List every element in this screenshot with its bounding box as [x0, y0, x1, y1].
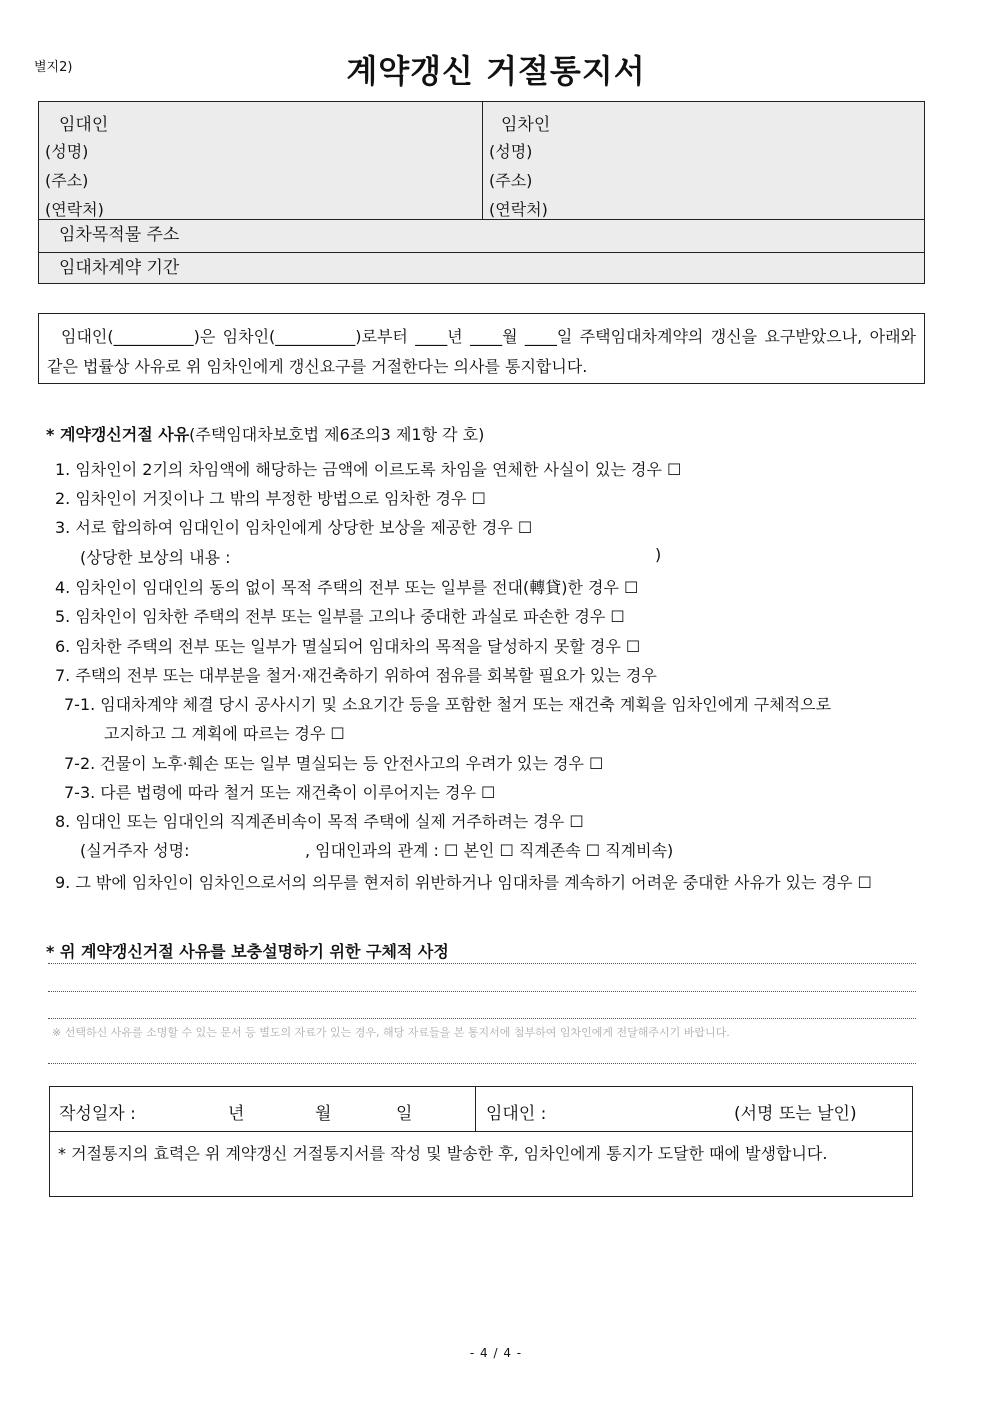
- specifics-heading: * 위 계약갱신거절 사유를 보충설명하기 위한 구체적 사정: [46, 942, 449, 961]
- reason-item-9[interactable]: 9. 그 밖에 임차인이 임차인으로서의 의무를 현저히 위반하거나 임대차를 계속하기 어려운 중대한 사유가 있는 경우 ☐: [55, 873, 872, 892]
- dotted-line: [48, 991, 916, 992]
- tenant-address-field[interactable]: (주소): [489, 171, 533, 190]
- tenant-contact-field[interactable]: (연락처): [489, 200, 548, 219]
- attachment-note: ※ 선택하신 사유를 소명할 수 있는 문서 등 별도의 자료가 있는 경우, 해당 자료들을 본 통지서에 첨부하여 임차인에게 전달해주시기 바랍니다.: [52, 1026, 730, 1039]
- date-label: 작성일자 :: [59, 1104, 136, 1124]
- month-field[interactable]: 월: [315, 1104, 332, 1124]
- landlord-contact-field[interactable]: (연락처): [45, 200, 104, 219]
- reason-item-7-1-cont: 고지하고 그 계획에 따르는 경우 ☐: [104, 724, 345, 743]
- signature-divider: [475, 1087, 476, 1132]
- reason-item-2[interactable]: 2. 임차인이 거짓이나 그 밖의 부정한 방법으로 임차한 경우 ☐: [55, 489, 486, 508]
- reasons-heading: [46, 422, 484, 445]
- landlord-name-field[interactable]: (성명): [45, 142, 89, 161]
- page-number: - 4 / 4 -: [469, 1346, 523, 1360]
- dotted-line: [48, 1063, 916, 1064]
- year-field[interactable]: 년: [228, 1104, 245, 1124]
- reason-item-6[interactable]: 6. 임차한 주택의 전부 또는 일부가 멸실되어 임대차의 목적을 달성하지 못할 경우 ☐: [55, 637, 641, 656]
- dotted-line: [48, 1018, 916, 1019]
- reason-item-1[interactable]: 1. 임차인이 2기의 차임액에 해당하는 금액에 이르도록 차임을 연체한 사실이 있는 경우 ☐: [55, 460, 682, 479]
- parties-table: [38, 101, 925, 284]
- landlord-header: 임대인: [59, 115, 109, 135]
- reason-3-detail-label: (상당한 보상의 내용 :: [80, 548, 231, 567]
- reason-item-7-3[interactable]: 7-3. 다른 법령에 따라 철거 또는 재건축이 이루어지는 경우 ☐: [64, 783, 496, 802]
- lease-period-row[interactable]: 임대차계약 기간: [39, 252, 924, 285]
- signature-box: [49, 1086, 913, 1197]
- effect-note: * 거절통지의 효력은 위 계약갱신 거절통지서를 작성 및 발송한 후, 임차인에게 통지가 도달한 때에 발생합니다.: [58, 1144, 828, 1163]
- reason-item-3[interactable]: 3. 서로 합의하여 임대인이 임차인에게 상당한 보상을 제공한 경우 ☐: [55, 518, 533, 537]
- reason-item-5[interactable]: 5. 임차인이 임차한 주택의 전부 또는 일부를 고의나 중대한 과실로 파손한 경우 ☐: [55, 607, 625, 626]
- reason-item-7-1[interactable]: 7-1. 임대차계약 체결 당시 공사시기 및 소요기간 등을 포함한 철거 또는 재건축 계획을 임차인에게 구체적으로: [64, 695, 832, 714]
- annex-label: 별지2): [34, 60, 73, 75]
- reason-8-relation[interactable]: , 임대인과의 관계 : ☐ 본인 ☐ 직계존속 ☐ 직계비속): [305, 841, 674, 860]
- reason-8-occupant-label: (실거주자 성명:: [80, 841, 190, 860]
- landlord-cell: [39, 102, 483, 219]
- tenant-name-field[interactable]: (성명): [489, 142, 533, 161]
- notice-paragraph: [38, 313, 925, 384]
- dotted-line: [48, 963, 916, 964]
- reason-item-7-2[interactable]: 7-2. 건물이 노후·훼손 또는 일부 멸실되는 등 안전사고의 우려가 있는 경우 ☐: [64, 754, 604, 773]
- property-address-row[interactable]: 임차목적물 주소: [39, 219, 924, 252]
- reason-3-detail-close: ): [655, 545, 662, 564]
- day-field[interactable]: 일: [396, 1104, 413, 1124]
- reason-item-8[interactable]: 8. 임대인 또는 임대인의 직계존비속이 목적 주택에 실제 거주하려는 경우 ☐: [55, 812, 584, 831]
- signature-row: [50, 1087, 912, 1132]
- tenant-header: 임차인: [501, 115, 551, 135]
- reasons-heading-bold: * 계약갱신거절 사유: [46, 425, 190, 444]
- landlord-address-field[interactable]: (주소): [45, 171, 89, 190]
- document-title: 계약갱신 거절통지서: [346, 52, 646, 90]
- tenant-cell: [483, 102, 924, 219]
- reason-item-7: 7. 주택의 전부 또는 대부분을 철거·재건축하기 위하여 점유를 회복할 필요가 있는 경우: [55, 666, 657, 685]
- notice-text: 임대인(__________)은 임차인(__________)로부터 ____년 ____월 ____일 주택임대차계약의 갱신을 요구받았으나, 아래와 같은 법률상 사유로 위 임차인에게 갱신요구를 거절한다는 의사를 통지합니다.: [47, 327, 916, 376]
- reasons-heading-rest: (주택임대차보호법 제6조의3 제1항 각 호): [189, 425, 485, 444]
- landlord-sign-label: 임대인 :: [486, 1104, 547, 1124]
- reason-item-4[interactable]: 4. 임차인이 임대인의 동의 없이 목적 주택의 전부 또는 일부를 전대(轉貸)한 경우 ☐: [55, 578, 639, 597]
- signature-seal-field[interactable]: (서명 또는 날인): [734, 1104, 857, 1124]
